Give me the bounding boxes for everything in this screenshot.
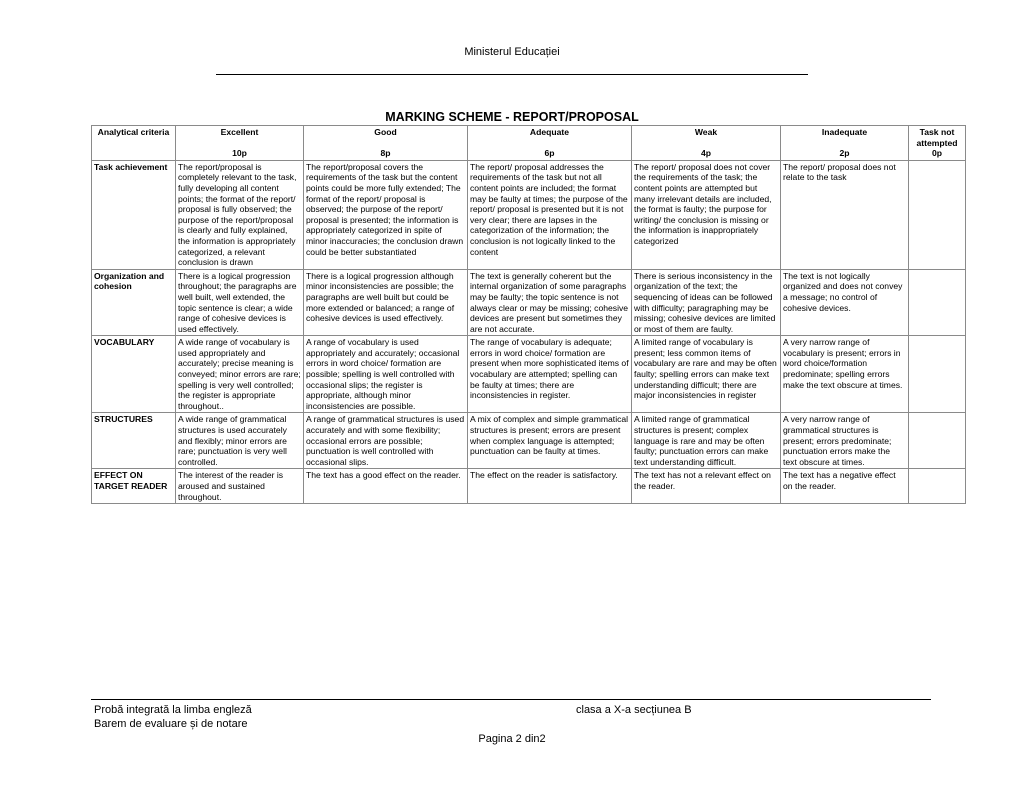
descriptor-cell [909,469,966,504]
table-row [92,413,966,469]
criterion-cell: Organization and cohesion [92,269,176,336]
descriptor-cell: The text has a good effect on the reader. [304,469,468,504]
table-row [92,269,966,336]
descriptor-cell: The text is not logically organized and does not convey a message; no control of cohesive devices. [781,269,909,336]
descriptor-cell: A range of grammatical structures is used accurately and with some flexibility; occasional errors are possible; punctuation is well controlled with occasional slips. [304,413,468,469]
column-header: Excellent 10p [176,126,304,161]
criterion-cell: EFFECT ON TARGET READER [92,469,176,504]
descriptor-cell: A mix of complex and simple grammatical structures is present; errors are present when complex language is attempted; punctuation can be faulty at times. [468,413,632,469]
column-header: Inadequate 2p [781,126,909,161]
column-header: Analytical criteria [92,126,176,161]
descriptor-cell: The report/proposal covers the requirements of the task but the content points could be more fully extended; The format of the report/ proposal is observed; the purpose of the report/ proposal is presented; the information is appropriately categorized in spite of minor inaccuracies; the conclusion drawn could be better substantiated [304,160,468,269]
descriptor-cell: The range of vocabulary is adequate; errors in word choice/ formation are present when more sophisticated items of vocabulary are attempted; spelling can be faulty at times; there are inconsistencies in register. [468,336,632,413]
header-rule [216,74,808,75]
descriptor-cell: A very narrow range of vocabulary is present; errors in word choice/formation predominate; spelling errors make the text obscure at times. [781,336,909,413]
descriptor-cell: The report/ proposal does not cover the requirements of the task; the content points are attempted but many irrelevant details are included, the format is faulty; the purpose for writing/ the conclusion is missing or the information is inappropriately categorized [632,160,781,269]
footer-subject: Probă integrată la limba engleză [94,704,252,716]
descriptor-cell [909,413,966,469]
table-row [92,336,966,413]
footer-rule [91,699,931,700]
descriptor-cell: The interest of the reader is aroused and sustained throughout. [176,469,304,504]
footer-barem: Barem de evaluare și de notare [94,718,248,730]
descriptor-cell: A limited range of grammatical structures is present; complex language is rare and may be often faulty; punctuation errors can make text understanding difficult. [632,413,781,469]
header-row [92,126,966,161]
column-header: Task not attempted 0p [909,126,966,161]
descriptor-cell [909,269,966,336]
descriptor-cell: A wide range of vocabulary is used appropriately and accurately; precise meaning is conveyed; minor errors are rare; spelling is very well controlled; the register is appropriate throughout.. [176,336,304,413]
descriptor-cell: The text is generally coherent but the internal organization of some paragraphs may be faulty; the topic sentence is not always clear or may be missing; cohesive devices are present but sometimes they are not accurate. [468,269,632,336]
table-row [92,160,966,269]
descriptor-cell: There is serious inconsistency in the organization of the text; the sequencing of ideas can be followed with difficulty; paragraphing may be missing; cohesive devices are limited or most of them are faulty. [632,269,781,336]
descriptor-cell: The text has a negative effect on the reader. [781,469,909,504]
descriptor-cell [909,160,966,269]
table-row [92,469,966,504]
footer-class: clasa a X-a secțiunea B [576,704,692,716]
criterion-cell: STRUCTURES [92,413,176,469]
descriptor-cell: A limited range of vocabulary is present; less common items of vocabulary are rare and may be often faulty; spelling errors can make text understanding difficult; there are major inconsistencies in register [632,336,781,413]
descriptor-cell: There is a logical progression throughout; the paragraphs are well built, well extended, the topic sentence is clear; a wide range of cohesive devices is used effectively. [176,269,304,336]
criterion-cell: VOCABULARY [92,336,176,413]
descriptor-cell: A very narrow range of grammatical structures is present; errors predominate; punctuation errors make the text obscure at times. [781,413,909,469]
descriptor-cell [909,336,966,413]
column-header: Adequate 6p [468,126,632,161]
page-number: Pagina 2 din2 [478,733,546,745]
column-header: Weak 4p [632,126,781,161]
descriptor-cell: The report/ proposal addresses the requirements of the task but not all content points are included; the format may be faulty at times; the purpose of the report/ proposal is presented but it is not very clear; there are lapses in the categorization of the information; the conclusion is not logically linked to the content [468,160,632,269]
ministry-header: Ministerul Educației [464,46,560,58]
column-header: Good 8p [304,126,468,161]
descriptor-cell: A range of vocabulary is used appropriately and accurately; occasional errors in word choice/ formation are possible; spelling is well controlled with occasional slips; the register is appropriate, although minor inconsistencies are possible. [304,336,468,413]
descriptor-cell: There is a logical progression although minor inconsistencies are possible; the paragraphs are well built but could be more extended or balanced; a range of cohesive devices is used effectively. [304,269,468,336]
descriptor-cell: A wide range of grammatical structures is used accurately and flexibly; minor errors are rare; punctuation is very well controlled. [176,413,304,469]
descriptor-cell: The text has not a relevant effect on the reader. [632,469,781,504]
marking-scheme-table [91,125,966,504]
descriptor-cell: The report/ proposal does not relate to the task [781,160,909,269]
criterion-cell: Task achievement [92,160,176,269]
descriptor-cell: The report/proposal is completely relevant to the task, fully developing all content points; the format of the report/ proposal is fully observed; the purpose of the report/proposal is clearly and fully explained, the information is appropriately categorized, a relevant conclusion is drawn [176,160,304,269]
descriptor-cell: The effect on the reader is satisfactory. [468,469,632,504]
page-title: MARKING SCHEME - REPORT/PROPOSAL [385,110,639,124]
